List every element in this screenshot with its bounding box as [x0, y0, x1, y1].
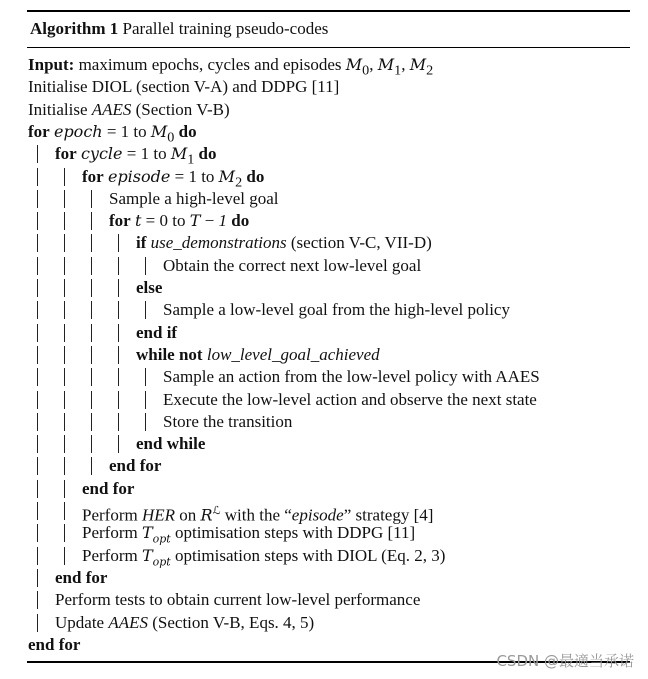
indent-bar: [37, 279, 38, 297]
indent-bar: [64, 547, 65, 565]
indent-bar: [64, 234, 65, 252]
algorithm-title: Parallel training pseudo-codes: [122, 19, 329, 38]
indent-bar: [91, 279, 92, 297]
indent-bar: [37, 324, 38, 342]
indent-bar: [37, 480, 38, 498]
algorithm-line-text: Initialise AAES (Section V-B): [28, 99, 230, 119]
algorithm-line-text: Update AAES (Section V-B, Eqs. 4, 5): [55, 612, 315, 632]
indent-bar: [118, 234, 119, 252]
indent-bar: [64, 435, 65, 453]
indent-bar: [118, 413, 119, 431]
indent-bar: [37, 547, 38, 565]
indent-bar: [64, 524, 65, 542]
algorithm-line-text: while not low_level_goal_achieved: [136, 344, 380, 364]
algorithm-line-text: Execute the low-level action and observe the next state: [163, 389, 537, 409]
indent-bar: [37, 257, 38, 275]
indent-bar: [64, 279, 65, 297]
algorithm-line-text: Initialise DIOL (section V-A) and DDPG [11]: [28, 77, 340, 97]
algorithm-line-text: end if: [136, 322, 178, 342]
algorithm-number: Algorithm 1: [30, 19, 119, 38]
indent-bar: [91, 212, 92, 230]
indent-bar: [64, 413, 65, 431]
algorithm-line-text: Perform HER on $R^ℒ$ with the “episode” strategy [4]: [82, 505, 434, 525]
algorithm-line-text: for episode = 1 to $M_2$ do: [82, 166, 265, 190]
algorithm-line-text: Perform tests to obtain current low-level performance: [55, 590, 421, 610]
indent-bar: [64, 391, 65, 409]
watermark: CSDN @最適当承诺: [496, 652, 634, 670]
indent-bar: [118, 301, 119, 319]
indent-bar: [145, 257, 146, 275]
indent-bar: [91, 413, 92, 431]
indent-bar: [37, 234, 38, 252]
caption-rule: [27, 47, 630, 48]
indent-bar: [145, 391, 146, 409]
indent-bar: [37, 614, 38, 632]
indent-bar: [37, 190, 38, 208]
indent-bar: [64, 368, 65, 386]
algorithm-line-text: end for: [109, 456, 162, 476]
indent-bar: [118, 391, 119, 409]
algorithm-line-text: if use_demonstrations (section V-C, VII-D): [136, 233, 432, 253]
indent-bar: [64, 257, 65, 275]
algorithm-line-text: end for: [55, 567, 108, 587]
indent-bar: [91, 435, 92, 453]
indent-bar: [91, 457, 92, 475]
indent-bar: [91, 257, 92, 275]
algorithm-line-text: end for: [28, 634, 81, 654]
indent-bar: [145, 301, 146, 319]
indent-bar: [37, 145, 38, 163]
algorithm-line-text: Perform $T_{opt}$ optimisation steps with DIOL (Eq. 2, 3): [82, 545, 446, 568]
algorithm-line-text: end for: [82, 478, 135, 498]
indent-bar: [91, 368, 92, 386]
indent-bar: [37, 591, 38, 609]
indent-bar: [118, 368, 119, 386]
algorithm-line-text: Perform $T_{opt}$ optimisation steps with DDPG [11]: [82, 523, 416, 546]
indent-bar: [91, 234, 92, 252]
indent-bar: [64, 168, 65, 186]
indent-bar: [37, 569, 38, 587]
algorithm-line-text: for cycle = 1 to $M_1$ do: [55, 144, 217, 168]
indent-bar: [64, 502, 65, 520]
indent-bar: [145, 413, 146, 431]
indent-bar: [37, 346, 38, 364]
indent-bar: [64, 346, 65, 364]
indent-bar: [37, 368, 38, 386]
indent-bar: [118, 346, 119, 364]
indent-bar: [37, 168, 38, 186]
algorithm-line-text: end while: [136, 434, 206, 454]
algorithm-line-text: Store the transition: [163, 411, 293, 431]
indent-bar: [37, 457, 38, 475]
algorithm-line-text: for t = 0 to T − 1 do: [109, 211, 250, 231]
indent-bar: [118, 257, 119, 275]
indent-bar: [64, 324, 65, 342]
indent-bar: [37, 212, 38, 230]
algorithm-line-text: Sample an action from the low-level policy with AAES: [163, 367, 540, 387]
algorithm-caption: [30, 17, 328, 41]
top-rule: [27, 10, 630, 12]
indent-bar: [64, 212, 65, 230]
indent-bar: [91, 324, 92, 342]
indent-bar: [37, 524, 38, 542]
indent-bar: [64, 190, 65, 208]
indent-bar: [118, 324, 119, 342]
algorithm-line-text: Obtain the correct next low-level goal: [163, 255, 422, 275]
indent-bar: [145, 368, 146, 386]
indent-bar: [91, 190, 92, 208]
indent-bar: [118, 435, 119, 453]
indent-bar: [37, 435, 38, 453]
algorithm-line-text: Input: maximum epochs, cycles and episodes $M_0$, $M_1$, $M_2$: [28, 55, 434, 79]
indent-bar: [37, 301, 38, 319]
indent-bar: [91, 391, 92, 409]
indent-bar: [118, 279, 119, 297]
indent-bar: [64, 301, 65, 319]
algorithm-line-text: Sample a high-level goal: [109, 188, 279, 208]
indent-bar: [37, 502, 38, 520]
indent-bar: [91, 346, 92, 364]
indent-bar: [37, 391, 38, 409]
algorithm-line-text: Sample a low-level goal from the high-level policy: [163, 300, 510, 320]
indent-bar: [91, 301, 92, 319]
algorithm-line-text: for epoch = 1 to $M_0$ do: [28, 121, 197, 146]
indent-bar: [64, 457, 65, 475]
indent-bar: [64, 480, 65, 498]
algorithm-line-text: else: [136, 278, 163, 297]
indent-bar: [37, 413, 38, 431]
